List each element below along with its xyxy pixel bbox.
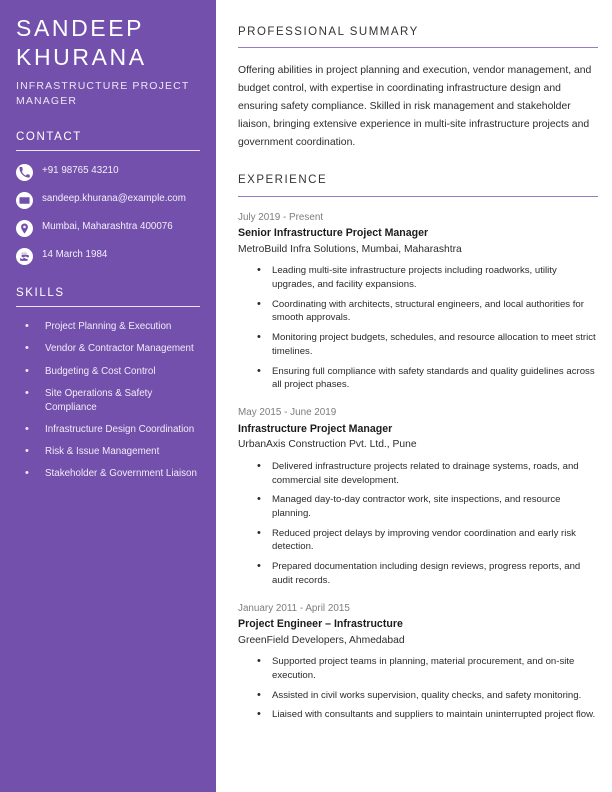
skills-heading: SKILLS [16,287,65,300]
contact-heading: CONTACT [16,131,82,144]
job-bullet-list [238,655,598,722]
experience-entry [238,406,598,587]
list-item: • Budgeting & Cost Control [16,365,200,379]
skills-divider [16,306,200,307]
name-line-first: SANDEEP [16,15,145,41]
job-role: Infrastructure Project Manager [238,422,393,435]
job-date: January 2011 - April 2015 [238,602,350,614]
job-date: July 2019 - Present [238,211,324,223]
contact-item-email[interactable] [16,192,200,209]
contact-value-birthday: 14 March 1984 [42,249,108,261]
list-item: • Leading multi-site infrastructure projects including roadworks, utility upgrades, and facility expansions. [238,264,598,291]
job-bullet-list [238,264,598,392]
list-item: • Supported project teams in planning, material procurement, and on-site execution. [238,655,598,682]
job-company: UrbanAxis Construction Pvt. Ltd., Pune [238,439,417,451]
list-item: • Delivered infrastructure projects related to drainage systems, roads, and commercial site development. [238,460,598,487]
list-item: • Infrastructure Design Coordination [16,423,200,437]
job-company: MetroBuild Infra Solutions, Mumbai, Maharashtra [238,243,462,255]
job-role: Senior Infrastructure Project Manager [238,227,429,240]
skills-list [16,320,200,481]
birthday-cake-icon [16,248,33,265]
job-company: GreenField Developers, Ahmedabad [238,634,405,646]
job-role: Project Engineer – Infrastructure [238,618,403,631]
contact-item-location[interactable] [16,220,200,237]
contact-list [16,164,200,265]
experience-entry [238,602,598,723]
main-content [216,0,612,792]
job-date: May 2015 - June 2019 [238,407,337,419]
experience-heading: EXPERIENCE [238,174,328,187]
email-icon [16,192,33,209]
contact-value-phone: +91 98765 43210 [42,165,119,177]
sidebar [0,0,216,792]
summary-heading: PROFESSIONAL SUMMARY [238,25,419,38]
list-item: • Liaised with consultants and suppliers to maintain uninterrupted project flow. [238,708,598,722]
list-item: • Assisted in civil works supervision, quality checks, and safety monitoring. [238,689,598,703]
job-bullet-list [238,460,598,588]
contact-divider [16,150,200,151]
list-item: • Project Planning & Execution [16,320,200,334]
list-item: • Site Operations & Safety Compliance [16,387,200,415]
list-item: • Coordinating with architects, structural engineers, and local authorities for smooth approvals. [238,298,598,325]
list-item: • Monitoring project budgets, schedules, and resource allocation to meet strict timelines. [238,331,598,358]
skills-section [16,287,200,481]
summary-divider [238,47,598,48]
candidate-name [16,14,200,109]
list-item: • Prepared documentation including design reviews, progress reports, and audit records. [238,560,598,587]
contact-item-phone[interactable] [16,164,200,181]
list-item: • Ensuring full compliance with safety standards and quality guidelines across all project phases. [238,365,598,392]
list-item: • Managed day-to-day contractor work, site inspections, and resource planning. [238,493,598,520]
list-item: • Vendor & Contractor Management [16,342,200,356]
experience-section [238,174,598,722]
contact-section [16,131,200,265]
professional-summary-section [238,26,598,153]
name-line-last: KHURANA [16,44,147,71]
list-item: • Reduced project delays by improving vendor coordination and early risk detection. [238,527,598,554]
contact-value-location: Mumbai, Maharashtra 400076 [42,221,173,233]
contact-value-email: sandeep.khurana@example.com [42,193,186,205]
candidate-job-title: INFRASTRUCTURE PROJECT MANAGER [16,79,190,108]
summary-text: Offering abilities in project planning and execution, vendor management, and budget control, with expertise in coordinating infrastructure design and ensuring safety compliance. Skilled in risk management and stakeholder liaison, bringing extensive experience in multi-site infrastructure projects and government coordination. [238,65,592,149]
experience-divider [238,196,598,197]
location-pin-icon [16,220,33,237]
list-item: • Risk & Issue Management [16,445,200,459]
experience-entry [238,211,598,392]
contact-item-birthday[interactable] [16,248,200,265]
phone-icon [16,164,33,181]
list-item: • Stakeholder & Government Liaison [16,467,200,481]
